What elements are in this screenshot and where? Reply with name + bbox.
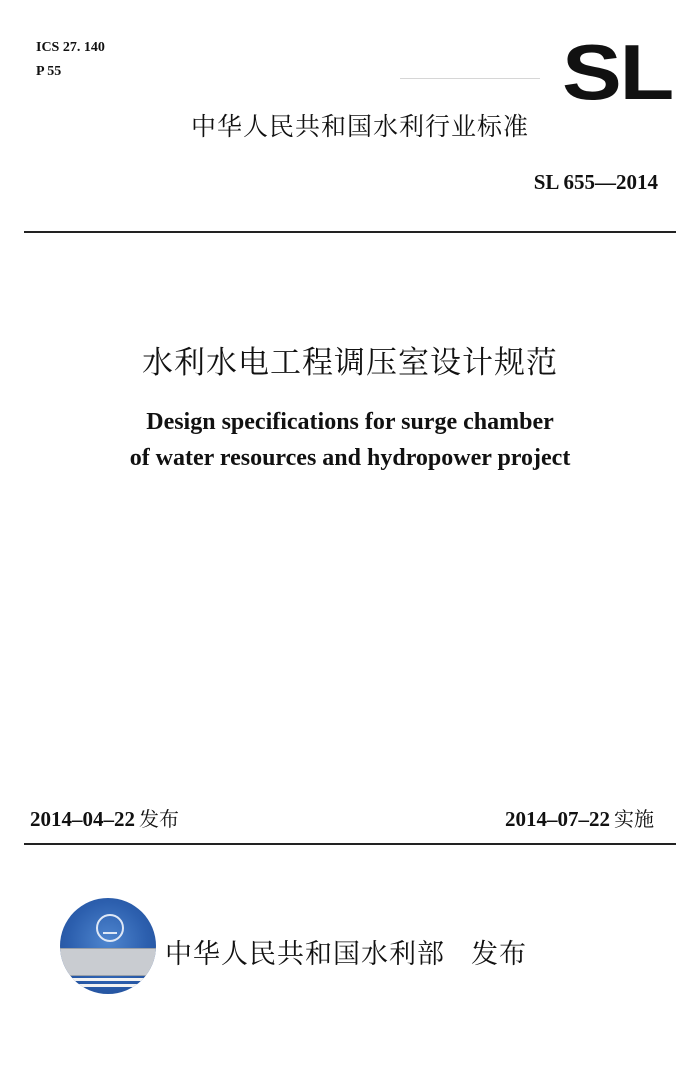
seal-text-line — [78, 984, 138, 987]
anti-counterfeit-seal-icon — [60, 898, 156, 994]
implementation-date-block — [505, 803, 654, 832]
english-title-line-2: of water resources and hydropower project — [129, 445, 571, 471]
seal-silver-band — [60, 948, 156, 976]
implementation-label: 实施 — [614, 807, 654, 831]
print-smudge — [400, 78, 540, 79]
ccs-code: P 55 — [36, 64, 62, 79]
issue-date-block — [30, 803, 179, 832]
ics-code: ICS 27. 140 — [36, 40, 105, 55]
issue-date: 2014–04–22 — [30, 807, 135, 831]
seal-text-line — [72, 978, 144, 981]
bottom-divider — [24, 843, 676, 845]
industry-standard-title: 中华人民共和国水利行业标准 — [190, 112, 529, 141]
publisher-action: 发布 — [471, 939, 527, 970]
publisher-name: 中华人民共和国水利部 — [165, 939, 445, 970]
standard-number: SL 655—2014 — [533, 170, 658, 194]
classification-codes — [36, 36, 105, 84]
publisher-line — [165, 932, 527, 971]
document-title-english — [0, 404, 700, 476]
top-divider — [24, 231, 676, 233]
english-title-line-1: Design specifications for surge chamber — [146, 409, 554, 435]
water-emblem-icon — [96, 914, 124, 942]
document-title-chinese: 水利水电工程调压室设计规范 — [142, 345, 558, 381]
issue-label: 发布 — [139, 807, 179, 831]
implementation-date: 2014–07–22 — [505, 807, 610, 831]
sl-logo: SL — [562, 28, 673, 116]
